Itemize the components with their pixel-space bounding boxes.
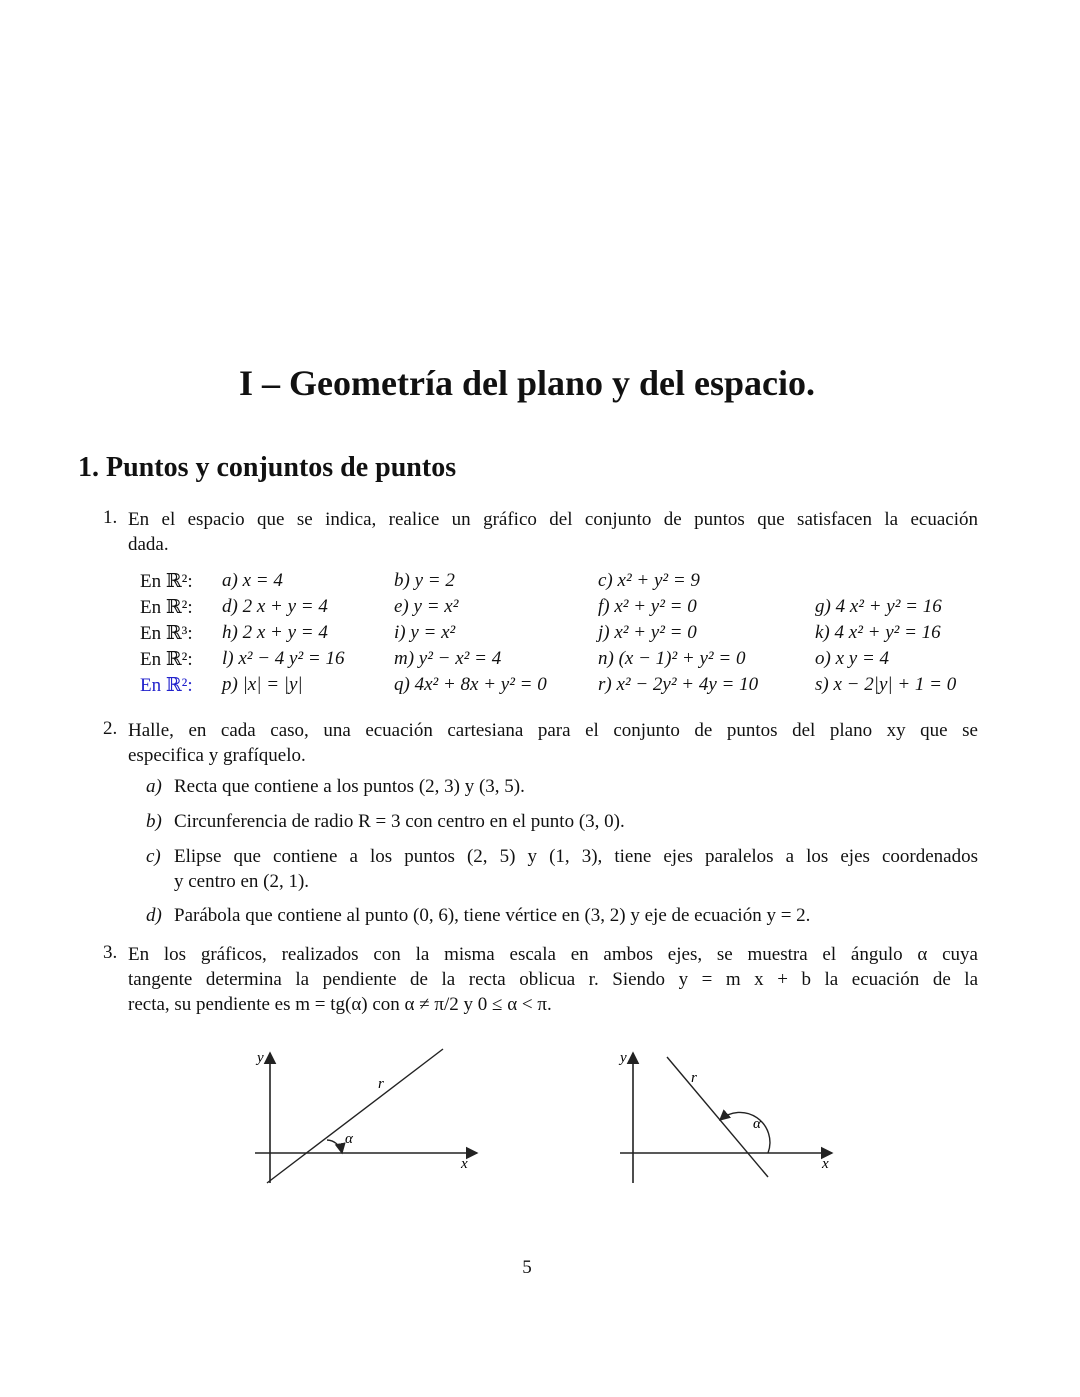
exercise-2-text-line: especifica y grafíquelo. — [128, 745, 306, 766]
page-number: 5 — [522, 1257, 532, 1278]
equation-item: l) x² − 4 y² = 16 — [222, 648, 345, 669]
exercise-1-statement — [128, 507, 978, 557]
angle-arc — [327, 1140, 342, 1153]
exercise-2-statement — [128, 718, 978, 768]
equation-item: p) |x| = |y| — [222, 674, 303, 695]
item-text: Parábola que contiene al punto (0, 6), tiene vértice en (3, 2) y eje de ecuación y = 2. — [174, 905, 811, 926]
equation-item: h) 2 x + y = 4 — [222, 622, 328, 643]
angle-label: α — [753, 1116, 761, 1132]
exercise-3-text-line: En los gráficos, realizados con la misma escala en ambos ejes, se muestra el ángulo α cuya — [128, 944, 978, 965]
equation-item: g) 4 x² + y² = 16 — [815, 596, 942, 617]
item-label: b) — [146, 811, 162, 832]
slope-figure-negative — [610, 1040, 850, 1190]
item-text: y centro en (2, 1). — [174, 871, 310, 892]
x-axis-label: x — [461, 1156, 468, 1172]
item-label: d) — [146, 905, 162, 926]
equation-item: f) x² + y² = 0 — [598, 596, 697, 617]
equation-item: k) 4 x² + y² = 16 — [815, 622, 941, 643]
equation-item: m) y² − x² = 4 — [394, 648, 502, 669]
exercise-3-text-line: tangente determina la pendiente de la recta oblicua r. Siendo y = m x + b la ecuación de la — [128, 969, 978, 990]
line-label: r — [378, 1076, 384, 1092]
equation-item: s) x − 2|y| + 1 = 0 — [815, 674, 957, 695]
line-r — [267, 1049, 443, 1183]
equation-item: j) x² + y² = 0 — [598, 622, 697, 643]
line-label: r — [691, 1070, 697, 1086]
space-label: En ℝ²: — [140, 571, 193, 592]
exercise-2-number: 2. — [103, 718, 118, 739]
equation-item: e) y = x² — [394, 596, 459, 617]
item-text: Circunferencia de radio R = 3 con centro en el punto (3, 0). — [174, 811, 625, 832]
space-label: En ℝ²: — [140, 597, 193, 618]
space-label: En ℝ²: — [140, 649, 193, 670]
equation-item: n) (x − 1)² + y² = 0 — [598, 648, 746, 669]
section-title: 1. Puntos y conjuntos de puntos — [78, 452, 457, 483]
equation-item: b) y = 2 — [394, 570, 455, 591]
angle-arc — [720, 1112, 770, 1153]
item-text: Elipse que contiene a los puntos (2, 5) y (1, 3), tiene ejes paralelos a los ejes coordenados — [174, 846, 978, 867]
exercise-1-text-line: dada. — [128, 534, 169, 555]
slope-figure-positive — [245, 1040, 485, 1190]
exercise-2-text-line: Halle, en cada caso, una ecuación cartesiana para el conjunto de puntos del plano xy que se — [128, 720, 978, 741]
exercise-1-number: 1. — [103, 507, 118, 528]
space-label: En ℝ³: — [140, 623, 193, 644]
y-axis-label: y — [257, 1050, 264, 1066]
item-label: a) — [146, 776, 162, 797]
equation-item: i) y = x² — [394, 622, 456, 643]
item-text: Recta que contiene a los puntos (2, 3) y (3, 5). — [174, 776, 525, 797]
space-label: En ℝ²: — [140, 675, 193, 696]
y-axis-label: y — [620, 1050, 627, 1066]
equation-item: q) 4x² + 8x + y² = 0 — [394, 674, 547, 695]
equation-item: r) x² − 2y² + 4y = 10 — [598, 674, 759, 695]
exercise-3-text-line: recta, su pendiente es m = tg(α) con α ≠ π/2 y 0 ≤ α < π. — [128, 994, 552, 1015]
chapter-title: I – Geometría del plano y del espacio. — [239, 363, 815, 403]
equation-item: a) x = 4 — [222, 570, 283, 591]
x-axis-label: x — [822, 1156, 829, 1172]
exercise-3-statement — [128, 942, 978, 1017]
equation-item: c) x² + y² = 9 — [598, 570, 700, 591]
equation-item: o) x y = 4 — [815, 648, 890, 669]
exercise-3-number: 3. — [103, 942, 118, 963]
equation-item: d) 2 x + y = 4 — [222, 596, 328, 617]
angle-label: α — [345, 1131, 353, 1147]
exercise-1-text-line: En el espacio que se indica, realice un gráfico del conjunto de puntos que satisfacen la ecuación — [128, 509, 978, 530]
item-label: c) — [146, 846, 161, 867]
